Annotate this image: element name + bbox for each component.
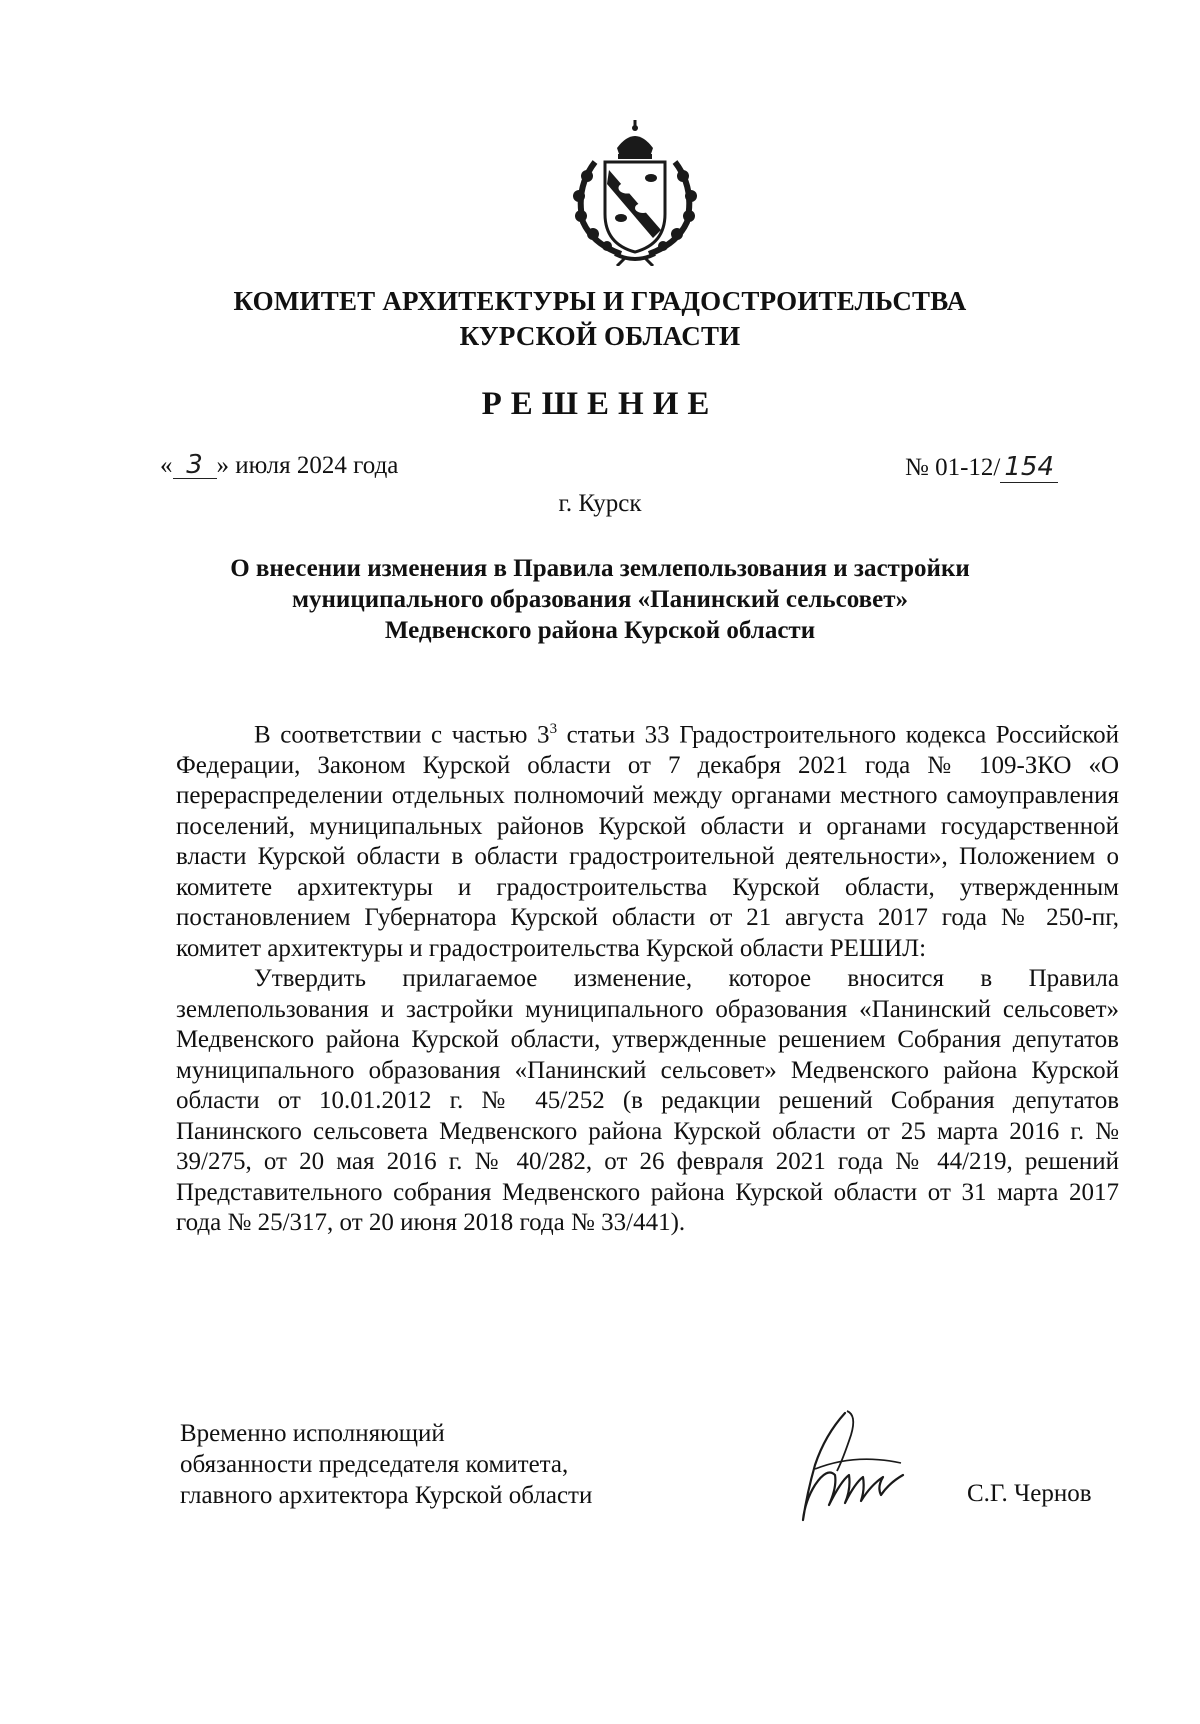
- signature-icon: [785, 1405, 915, 1530]
- signer-title-line-3: главного архитектора Курской области: [180, 1482, 593, 1509]
- signer-name: С.Г. Чернов: [967, 1480, 1092, 1507]
- body-paragraph-1: [176, 714, 1119, 964]
- document-body: [176, 714, 1119, 1239]
- document-number: [905, 452, 1058, 482]
- body-paragraph-1-start: В соответствии с частью 3: [254, 721, 550, 749]
- coat-of-arms-icon: [565, 118, 705, 266]
- document-city: г. Курск: [558, 490, 642, 517]
- signer-title-line-2: обязанности председателя комитета,: [180, 1451, 569, 1478]
- body-paragraph-2: Утвердить прилагаемое изменение, которое вносится в Правила землепользования и застройки муниципального образования «Панинский сельсовет» Медвенского района Курской области, утвержденные решением Собрания депутатов муниципального образования «Панинский сельсовет» Медвенского района Курской области от 10.01.2012 г. № 45/252 (в редакции решений Собрания депутатов Панинского сельсовета Медвенского района Курской области от 25 марта 2016 г. № 39/275, от 20 мая 2016 г. № 40/282, от 26 февраля 2021 года № 44/219, решений Представительного собрания Медвенского района Курской области от 31 марта 2017 года № 25/317, от 20 июня 2018 года № 33/441).: [176, 965, 1119, 1237]
- subject-line-2: муниципального образования «Панинский сельсовет»: [292, 586, 908, 613]
- organization-title: [0, 284, 1200, 354]
- document-type-heading: РЕШЕНИЕ: [481, 386, 719, 422]
- date-day-handwritten: 3: [173, 452, 217, 479]
- subject-line-3: Медвенского района Курской области: [384, 617, 816, 644]
- subject-line-1: О внесении изменения в Правила землепользования и застройки: [230, 555, 970, 582]
- document-number-handwritten: 154: [1000, 452, 1058, 483]
- document-number-prefix: № 01-12/: [905, 454, 1001, 481]
- signer-title-line-1: Временно исполняющий: [180, 1420, 445, 1447]
- organization-title-line-1: КОМИТЕТ АРХИТЕКТУРЫ И ГРАДОСТРОИТЕЛЬСТВА: [233, 286, 967, 316]
- organization-title-line-2: КУРСКОЙ ОБЛАСТИ: [459, 321, 741, 351]
- signer-title: [180, 1418, 592, 1511]
- body-paragraph-1-end: статьи 33 Градостроительного кодекса Российской Федерации, Законом Курской области от 7 декабря 2021 года № 109-ЗКО «О перераспределении отдельных полномочий между органами местного самоуправления поселений, муниципальных районов Курской области и органами государственной власти Курской области в области градостроительной деятельности», Положением о комитете архитектуры и градостроительства Курской области, утвержденным постановлением Губернатора Курской области от 21 августа 2017 года № 250-пг, комитет архитектуры и градостроительства Курской области РЕШИЛ:: [176, 721, 1119, 962]
- date-quote-open: «: [160, 452, 173, 479]
- document-subject: [0, 553, 1200, 646]
- document-date: [160, 452, 398, 480]
- date-rest: » июля 2024 года: [216, 452, 399, 479]
- superscript-3: 3: [549, 721, 558, 737]
